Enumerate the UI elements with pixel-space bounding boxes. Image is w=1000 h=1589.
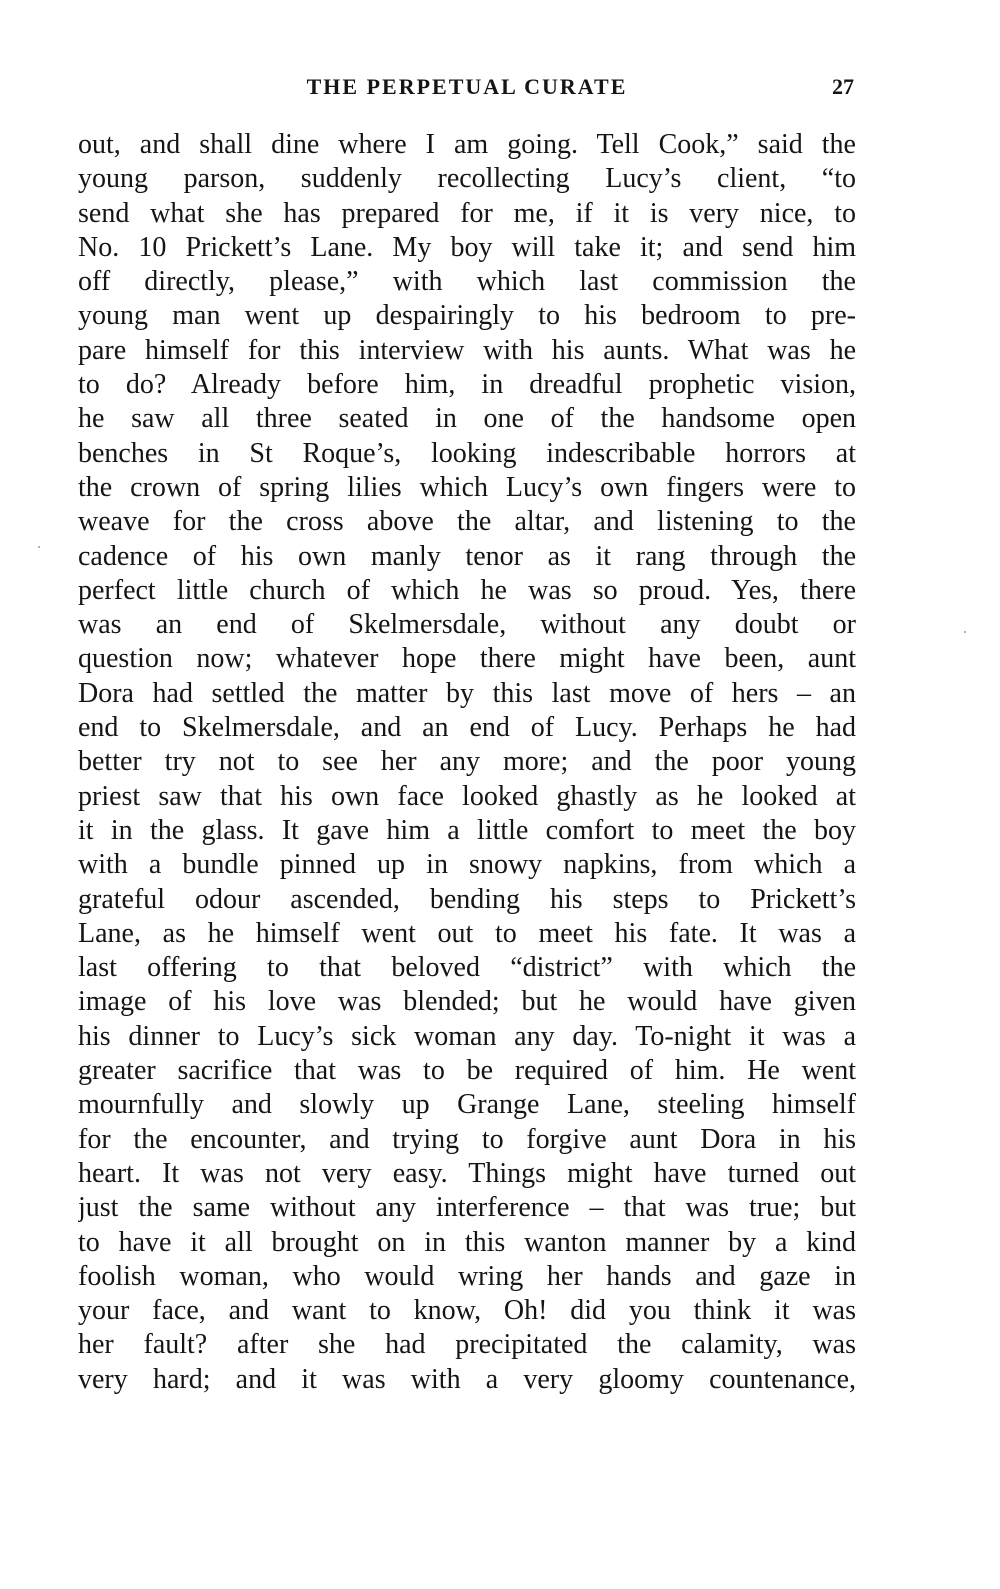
text-line: grateful odour ascended, bending his steps to Prickett’s xyxy=(78,883,856,915)
text-line: pare himself for this interview with his aunts. What was he xyxy=(78,334,856,366)
text-line: very hard; and it was with a very gloomy countenance, xyxy=(78,1363,856,1395)
text-line: weave for the cross above the altar, and listening to the xyxy=(78,506,856,538)
scan-speck xyxy=(964,631,966,633)
text-line: Lane, as he himself went out to meet his fate. It was a xyxy=(78,917,856,949)
text-line: for the encounter, and trying to forgive aunt Dora in his xyxy=(78,1123,856,1155)
running-title: THE PERPETUAL CURATE xyxy=(306,74,628,99)
text-line: the crown of spring lilies which Lucy’s own fingers were to xyxy=(78,471,856,503)
text-line: young man went up despairingly to his bedroom to pre- xyxy=(78,300,856,332)
text-line: last offering to that beloved “district” with which the xyxy=(78,952,856,984)
text-line: mournfully and slowly up Grange Lane, steeling himself xyxy=(78,1089,856,1121)
text-line: your face, and want to know, Oh! did you think it was xyxy=(78,1295,856,1327)
text-line: priest saw that his own face looked ghastly as he looked at xyxy=(78,780,856,812)
text-line: his dinner to Lucy’s sick woman any day. To-night it was a xyxy=(78,1020,856,1052)
text-line: off directly, please,” with which last commission the xyxy=(78,266,856,298)
text-line: end to Skelmersdale, and an end of Lucy. Perhaps he had xyxy=(78,712,856,744)
text-line: cadence of his own manly tenor as it rang through the xyxy=(78,540,856,572)
text-line: to have it all brought on in this wanton manner by a kind xyxy=(78,1226,856,1258)
page-number: 27 xyxy=(832,74,854,99)
text-line: it in the glass. It gave him a little comfort to meet the boy xyxy=(78,814,856,846)
text-line: send what she has prepared for me, if it is very nice, to xyxy=(78,197,856,229)
text-line: with a bundle pinned up in snowy napkins, from which a xyxy=(78,849,856,881)
text-line: better try not to see her any more; and the poor young xyxy=(78,746,856,778)
text-line: her fault? after she had precipitated the calamity, was xyxy=(78,1329,856,1361)
text-line: young parson, suddenly recollecting Lucy’s client, “to xyxy=(78,163,856,195)
text-line: just the same without any interference – that was true; but xyxy=(78,1192,856,1224)
text-line: benches in St Roque’s, looking indescribable horrors at xyxy=(78,437,856,469)
text-line: heart. It was not very easy. Things might have turned out xyxy=(78,1157,856,1189)
text-line: Dora had settled the matter by this last move of hers – an xyxy=(78,677,856,709)
text-line: question now; whatever hope there might have been, aunt xyxy=(78,643,856,675)
scan-speck xyxy=(38,546,40,548)
text-line: No. 10 Prickett’s Lane. My boy will take it; and send him xyxy=(78,231,856,263)
text-line: was an end of Skelmersdale, without any doubt or xyxy=(78,609,856,641)
text-line: to do? Already before him, in dreadful prophetic vision, xyxy=(78,369,856,401)
text-line: image of his love was blended; but he would have given xyxy=(78,986,856,1018)
running-header xyxy=(78,72,856,106)
text-line: out, and shall dine where I am going. Tell Cook,” said the xyxy=(78,129,856,160)
text-line: perfect little church of which he was so proud. Yes, there xyxy=(78,574,856,606)
text-line: foolish woman, who would wring her hands and gaze in xyxy=(78,1260,856,1292)
text-line: he saw all three seated in one of the handsome open xyxy=(78,403,856,435)
body-text xyxy=(78,128,856,1397)
text-line: greater sacrifice that was to be required of him. He went xyxy=(78,1055,856,1087)
